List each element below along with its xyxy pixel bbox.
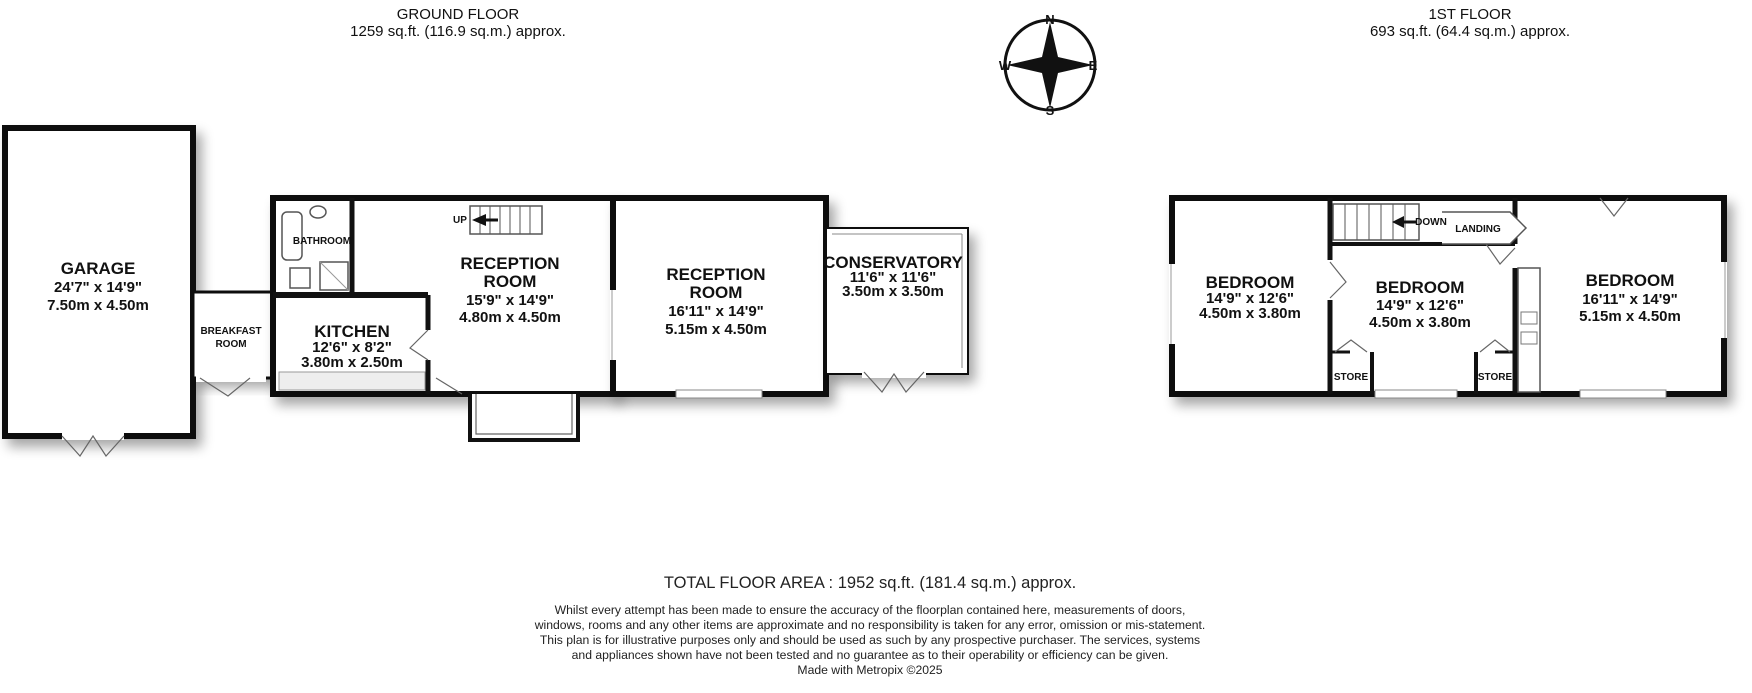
kitchen-metric: 3.80m x 2.50m xyxy=(301,354,403,371)
garage-label: GARAGE xyxy=(60,259,136,278)
bedroom-2-label: BEDROOM xyxy=(1375,278,1465,297)
compass-w: W xyxy=(998,58,1012,73)
made-with-metropix: Made with Metropix ©2025 xyxy=(797,663,943,677)
ground-floor-plan xyxy=(5,128,968,456)
compass-s: S xyxy=(1045,103,1055,118)
ground-stairs xyxy=(470,206,542,234)
reception-1-label-1: RECEPTION xyxy=(460,254,560,273)
compass-icon xyxy=(999,12,1098,118)
reception-2-label-2: ROOM xyxy=(689,283,743,302)
conservatory-imperial: 11'6" x 11'6" xyxy=(849,269,937,286)
store-1-label: STORE xyxy=(1333,372,1369,383)
garage-metric: 7.50m x 4.50m xyxy=(47,297,149,314)
compass-e: E xyxy=(1088,58,1098,73)
bedroom-2-metric: 4.50m x 3.80m xyxy=(1369,314,1471,331)
disclaimer-block xyxy=(530,603,1210,678)
garage-imperial: 24'7" x 14'9" xyxy=(53,279,143,296)
compass-n: N xyxy=(1045,12,1055,27)
store-2-label: STORE xyxy=(1477,372,1513,383)
ground-stairs-label: UP xyxy=(453,215,467,226)
conservatory-label: CONSERVATORY xyxy=(823,253,963,272)
ground-floor-title: GROUND FLOOR xyxy=(396,6,520,23)
breakfast-label-2: ROOM xyxy=(215,339,247,350)
first-floor-area: 693 sq.ft. (64.4 sq.m.) approx. xyxy=(1369,23,1571,40)
bathroom-label: BATHROOM xyxy=(292,236,352,247)
first-floor-plan xyxy=(1171,198,1725,398)
conservatory-metric: 3.50m x 3.50m xyxy=(842,283,944,300)
first-floor-title: 1ST FLOOR xyxy=(1428,6,1512,23)
breakfast-label-1: BREAKFAST xyxy=(200,326,262,337)
reception-1-label-2: ROOM xyxy=(483,272,537,291)
bedroom-1-label: BEDROOM xyxy=(1205,273,1295,292)
total-floor-area: TOTAL FLOOR AREA : 1952 sq.ft. (181.4 sq.m.) approx. xyxy=(663,574,1077,592)
bedroom-2-imperial: 14'9" x 12'6" xyxy=(1375,297,1465,314)
reception-1-imperial: 15'9" x 14'9" xyxy=(465,292,555,309)
bedroom-1-imperial: 14'9" x 12'6" xyxy=(1205,290,1295,307)
reception-1-metric: 4.80m x 4.50m xyxy=(459,309,561,326)
bedroom-3-imperial: 16'11" x 14'9" xyxy=(1582,291,1678,308)
landing-label: LANDING xyxy=(1455,224,1501,235)
reception-2-label-1: RECEPTION xyxy=(666,265,766,284)
first-stairs xyxy=(1333,204,1419,240)
reception-2-metric: 5.15m x 4.50m xyxy=(665,321,767,338)
bedroom-3-metric: 5.15m x 4.50m xyxy=(1579,308,1681,325)
kitchen-imperial: 12'6" x 8'2" xyxy=(312,339,392,356)
disclaimer-text: Whilst every attempt has been made to ensure the accuracy of the floorplan contained here, measurements of doors, windows, rooms and any other items are approximate and no responsibility is taken for any error, omission or mis-statement. This plan is for illustrative purposes only and should be used as such by any prospective purchaser. The services, systems and appliances shown have not been tested and no guarantee as to their operability or efficiency can be given. xyxy=(534,603,1206,662)
kitchen-label: KITCHEN xyxy=(314,322,390,341)
bedroom-3-label: BEDROOM xyxy=(1585,271,1675,290)
reception-2-imperial: 16'11" x 14'9" xyxy=(668,303,764,320)
first-stairs-label: DOWN xyxy=(1415,217,1447,228)
ground-floor-area: 1259 sq.ft. (116.9 sq.m.) approx. xyxy=(350,23,566,40)
bedroom-1-metric: 4.50m x 3.80m xyxy=(1199,305,1301,322)
conservatory-room xyxy=(826,228,968,374)
